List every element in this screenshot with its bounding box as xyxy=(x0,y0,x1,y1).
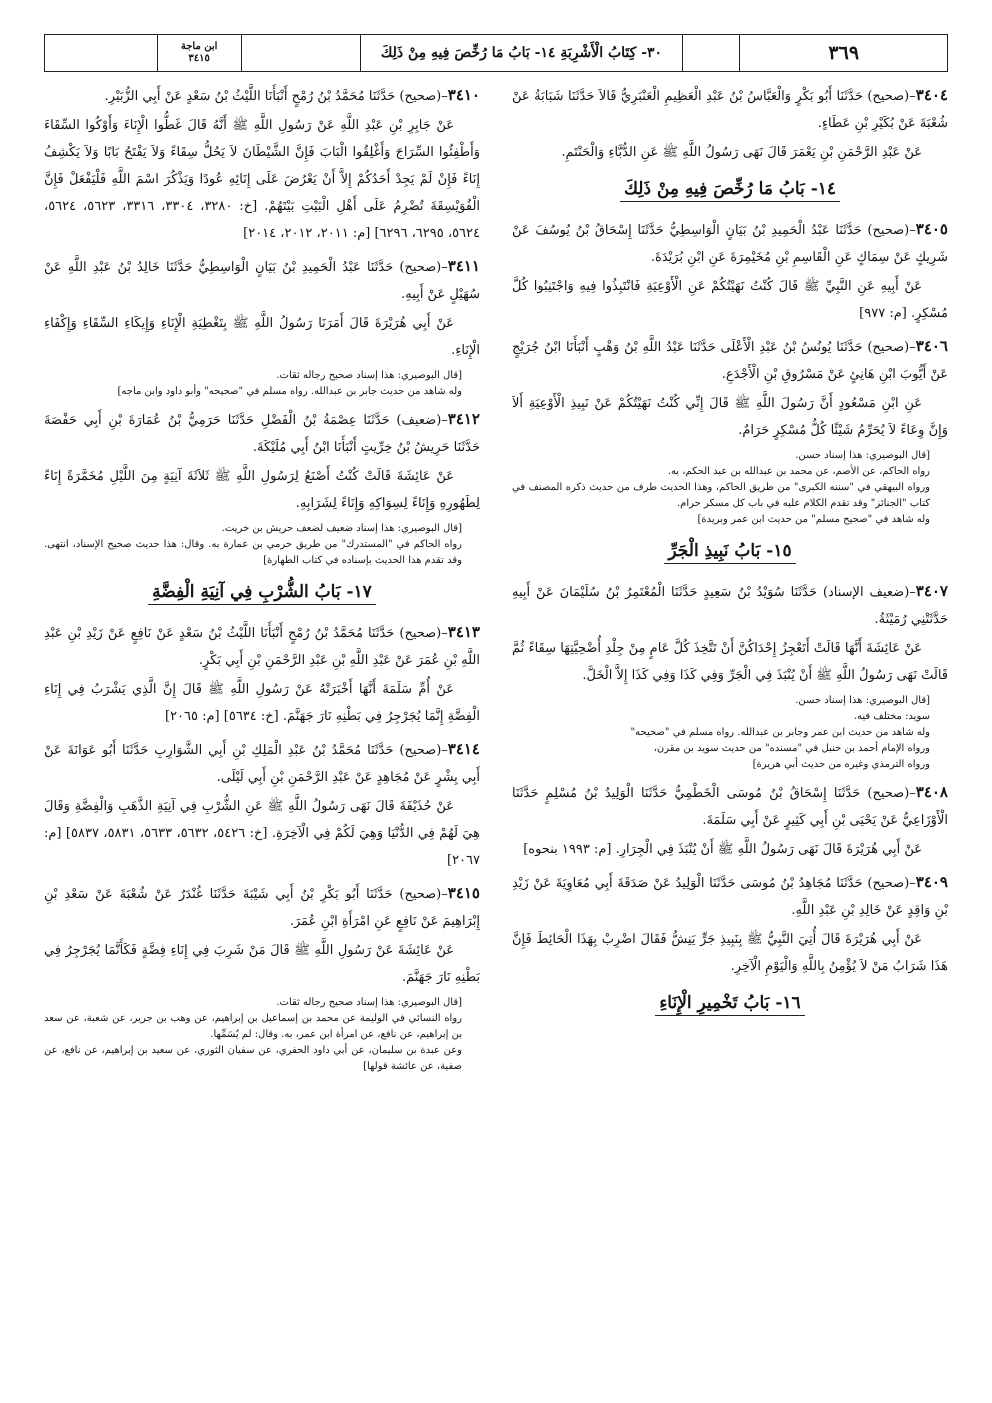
hadith-3412 xyxy=(44,406,480,569)
isnad-text: –(ضعيف الإسناد) حَدَّثَنَا سُوَيْدُ بْنُ سَعِيدٍ حَدَّثَنَا الْمُعْتَمِرُ بْنُ سُلَيْمَانَ عَنْ أَبِيهِ حَدَّثَتْنِي رُمَيْثَةُ. xyxy=(512,585,948,627)
footnote-line: رواه الحاكم في "المستدرك" من طريق حرمي بن عمارة به. وقال: هذا حديث صحيح الإسناد، انتهى. وقد تقدم هذا الحديث بإسناده في كتاب الطهارة] xyxy=(44,539,462,566)
hadith-isnad xyxy=(44,82,480,110)
isnad-text: –(ضعيف) حَدَّثَنَا عِصْمَةُ بْنُ الْفَضْلِ حَدَّثَنَا حَرَمِيُّ بْنُ عُمَارَةَ بْنِ أَبِي حَفْصَةَ حَدَّثَنَا حَرِيشُ بْنُ خِرِّيتٍ أَنْبَأَنَا ابْنُ أَبِي مُلَيْكَةَ. xyxy=(44,413,480,455)
hadith-3405 xyxy=(512,216,948,327)
hadith-3408 xyxy=(512,779,948,863)
hadith-matn: عَنْ عَبْدِ الرَّحْمَنِ بْنِ يَعْمَرَ قَالَ نَهَى رَسُولُ اللَّهِ ﷺ عَنِ الدُّبَّاءِ وَالْحَنْتَمِ. xyxy=(561,145,922,160)
footnote-line: [قال البوصيري: هذا إسناد صحيح رجاله ثقات. xyxy=(276,997,462,1008)
footnote-block xyxy=(44,368,480,400)
footnote-line: ورواه الإمام أحمد بن حنبل في "مسنده" من حديث سويد بن مقرن، xyxy=(653,743,930,754)
hadith-isnad xyxy=(512,779,948,834)
hadith-isnad xyxy=(44,253,480,308)
hadith-number: ٣٤١٥ xyxy=(447,884,480,902)
header-blank-cell xyxy=(45,35,157,71)
chapter-title: ١٦- بَابُ تَخْمِيرِ الْإِنَاءِ xyxy=(655,993,804,1016)
hadith-number: ٣٤١٤ xyxy=(447,740,480,758)
hadith-number: ٣٤٠٧ xyxy=(915,582,948,600)
hadith-3410 xyxy=(44,82,480,247)
hadith-isnad xyxy=(44,619,480,674)
chapter-heading xyxy=(512,538,948,564)
hadith-reference xyxy=(157,35,241,71)
hadith-matn: عَنْ أَبِيهِ عَنِ النَّبِيِّ ﷺ قَالَ كُنْتُ نَهَيْتُكُمْ عَنِ الْأَوْعِيَةِ فَانْتَبِذُوا فِيهِ وَاجْتَنِبُوا كُلَّ مُسْكِرٍ. [م: ٩٧٧] xyxy=(512,279,948,321)
footnote-line: سويد: مختلف فيه. xyxy=(853,711,930,722)
ref-label: ابن ماجة xyxy=(180,41,218,52)
chapter-title: ١٧- بَابُ الشُّرْبِ فِي آنِيَةِ الْفِضَّةِ xyxy=(148,582,376,605)
footnote-block xyxy=(44,995,480,1075)
isnad-text: –(صحيح) حَدَّثَنَا مُحَمَّدُ بْنُ رُمْحٍ أَنْبَأَنَا اللَّيْثُ بْنُ سَعْدٍ عَنْ نَافِعٍ عَنْ زَيْدِ بْنِ عَبْدِ اللَّهِ بْنِ عُمَرَ عَنْ عَبْدِ اللَّهِ بْنِ عَبْدِ الرَّحْمَنِ بْنِ أَبِي بَكْرٍ. xyxy=(44,626,480,668)
hadith-matn: عَنْ عَائِشَةَ أَنَّهَا قَالَتْ أَتَعْجِزُ إِحْدَاكُنَّ أَنْ تَتَّخِذَ كُلَّ عَامٍ مِنْ جِلْدِ أُضْحِيَّتِهَا سِقَاءً ثُمَّ قَالَتْ نَهَى رَسُولُ اللَّهِ ﷺ أَنْ يُنْبَذَ فِي الْجَرِّ وَفِي كَذَا وَفِي كَذَا إِلاَّ الْخَلَّ. xyxy=(512,641,948,683)
hadith-isnad xyxy=(512,82,948,137)
isnad-text: –(صحيح) حَدَّثَنَا مُجَاهِدُ بْنُ مُوسَى حَدَّثَنَا الْوَلِيدُ عَنْ صَدَقَةَ أَبِي مُعَاوِيَةَ عَنْ زَيْدِ بْنِ وَاقِدٍ عَنْ خَالِدِ بْنِ عَبْدِ اللَّهِ. xyxy=(512,876,948,918)
footnote-block xyxy=(512,448,948,528)
hadith-3406 xyxy=(512,333,948,528)
book-page xyxy=(44,34,948,1374)
isnad-text: –(صحيح) حَدَّثَنَا مُحَمَّدُ بْنُ عَبْدِ الْمَلِكِ بْنِ أَبِي الشَّوَارِبِ حَدَّثَنَا أَبُو عَوَانَةَ عَنْ أَبِي بِشْرٍ عَنْ مُجَاهِدٍ عَنْ عَبْدِ الرَّحْمَنِ بْنِ أَبِي لَيْلَى. xyxy=(44,743,480,785)
footnote-line: رواه النسائي في الوليمة عن محمد بن إسماعيل بن إبراهيم، عن وهب بن جرير، عن شعبة، عن سعد بن إبراهيم، عن نافع، عن امرأة ابن عمر، به. وقال: لم يُسَمِّها. xyxy=(44,1013,462,1040)
hadith-isnad xyxy=(44,406,480,461)
hadith-matn: عَنْ أَبِي هُرَيْرَةَ قَالَ نَهَى رَسُولُ اللَّهِ ﷺ أَنْ يُنْبَذَ فِي الْجِرَارِ. [م: ١٩٩٣ بنحوه] xyxy=(523,842,922,857)
footnote-line: وله شاهد من حديث جابر بن عبدالله. رواه مسلم في "صحيحه" وأبو داود وابن ماجه] xyxy=(117,386,462,397)
footnote-line: وله شاهد في "صحيح مسلم" من حديث ابن عمر وبريدة] xyxy=(697,514,930,525)
hadith-number: ٣٤٠٥ xyxy=(915,220,948,238)
hadith-matn: عَنْ عَائِشَةَ عَنْ رَسُولِ اللَّهِ ﷺ قَالَ مَنْ شَرِبَ فِي إِنَاءِ فِضَّةٍ فَكَأَنَّمَا يُجَرْجِرُ فِي بَطْنِهِ نَارَ جَهَنَّمَ. xyxy=(44,943,480,985)
running-title: ٣٠- كِتَابُ الْأَشْرِبَةِ ١٤- بَابُ مَا رُخِّصَ فِيهِ مِنْ ذَلِكَ xyxy=(360,35,681,71)
isnad-text: –(صحيح) حَدَّثَنَا أَبُو بَكْرٍ وَالْعَبَّاسُ بْنُ عَبْدِ الْعَظِيمِ الْعَنْبَرِيُّ قَالاَ حَدَّثَنَا شَبَابَةُ عَنْ شُعْبَةَ عَنْ بُكَيْرِ بْنِ عَطَاءٍ. xyxy=(512,89,948,131)
hadith-number: ٣٤١١ xyxy=(447,257,480,275)
footnote-block xyxy=(512,693,948,773)
hadith-isnad xyxy=(512,216,948,271)
hadith-matn: عَنْ جَابِرِ بْنِ عَبْدِ اللَّهِ عَنْ رَسُولِ اللَّهِ ﷺ أَنَّهُ قَالَ غَطُّوا الْإِنَاءَ وَأَوْكُوا السِّقَاءَ وَأَطْفِئُوا السِّرَاجَ وَأَغْلِقُوا الْبَابَ فَإِنَّ الشَّيْطَانَ لاَ يَحُلُّ سِقَاءً وَلاَ يَفْتَحُ بَابًا وَلاَ يَكْشِفُ إِنَاءً فَإِنْ لَمْ يَجِدْ أَحَدُكُمْ إِلاَّ أَنْ يَعْرُضَ عَلَى إِنَائِهِ عُودًا وَيَذْكُرَ اسْمَ اللَّهِ فَلْيَفْعَلْ فَإِنَّ الْفُوَيْسِقَةَ تُضْرِمُ عَلَى أَهْلِ الْبَيْتِ بَيْتَهُمْ. [خ: ٣٢٨٠، ٣٣٠٤، ٣٣١٦، ٥٦٢٣، ٥٦٢٤، ٥٦٢٤، ٦٢٩٥، ٦٢٩٦] [م: ٢٠١١، ٢٠١٢، ٢٠١٤] xyxy=(44,118,480,241)
isnad-text: –(صحيح) حَدَّثَنَا يُونُسُ بْنُ عَبْدِ الْأَعْلَى حَدَّثَنَا عَبْدُ اللَّهِ بْنُ وَهْبٍ أَنْبَأَنَا ابْنُ جُرَيْجٍ عَنْ أَيُّوبَ ابْنِ هَانِئٍ عَنْ مَسْرُوقِ بْنِ الْأَجْدَعِ. xyxy=(512,340,948,382)
hadith-isnad xyxy=(512,333,948,388)
chapter-heading xyxy=(512,176,948,202)
hadith-matn: عَنْ أُمِّ سَلَمَةَ أَنَّهَا أَخْبَرَتْهُ عَنْ رَسُولِ اللَّهِ ﷺ قَالَ إِنَّ الَّذِي يَشْرَبُ فِي إِنَاءِ الْفِضَّةِ إِنَّمَا يُجَرْجِرُ فِي بَطْنِهِ نَارَ جَهَنَّمَ. [خ: ٥٦٣٤] [م: ٢٠٦٥] xyxy=(44,682,480,724)
hadith-3415 xyxy=(44,880,480,1075)
header-blank-cell xyxy=(682,35,740,71)
hadith-matn: عَنْ أَبِي هُرَيْرَةَ قَالَ أُتِيَ النَّبِيُّ ﷺ بِنَبِيذِ جَرٍّ يَنِشُّ فَقَالَ اضْرِبْ بِهَذَا الْحَائِطَ فَإِنَّ هَذَا شَرَابُ مَنْ لاَ يُؤْمِنُ بِاللَّهِ وَالْيَوْمِ الْآخِرِ. xyxy=(512,932,948,974)
hadith-number: ٣٤٠٩ xyxy=(915,873,948,891)
hadith-isnad xyxy=(512,578,948,633)
footnote-line: وعن عبدة بن سليمان، عن أبي داود الحفري، عن سفيان الثوري، عن سعيد بن إبراهيم، عن نافع، عن صفية، عن عائشة قولها] xyxy=(44,1045,462,1072)
hadith-3414 xyxy=(44,736,480,874)
hadith-number: ٣٤٠٤ xyxy=(915,86,948,104)
chapter-heading xyxy=(512,990,948,1016)
hadith-isnad xyxy=(512,869,948,924)
footnote-line: ورواه البيهقي في "سننه الكبرى" من طريق الحاكم، وهذا الحديث طرف من حديث ذكره المصنف في كتاب "الجنائز" وقد تقدم الكلام عليه في باب كل مسكر حرام. xyxy=(512,482,930,509)
hadith-number: ٣٤١٠ xyxy=(447,86,480,104)
footnote-line: [قال البوصيري: هذا إسناد حسن. xyxy=(795,450,930,461)
header-blank-cell xyxy=(241,35,361,71)
page-number: ٣٦٩ xyxy=(739,35,947,71)
hadith-matn: عَنْ عَائِشَةَ قَالَتْ كُنْتُ أَصْنَعُ لِرَسُولِ اللَّهِ ﷺ ثَلاَثَةَ آنِيَةٍ مِنَ اللَّيْلِ مُخَمَّرَةً إِنَاءً لِطَهُورِهِ وَإِنَاءً لِسِوَاكِهِ وَإِنَاءً لِشَرَابِهِ. xyxy=(44,469,480,511)
left-column xyxy=(44,82,480,1372)
isnad-text: –(صحيح) حَدَّثَنَا عَبْدُ الْحَمِيدِ بْنُ بَيَانٍ الْوَاسِطِيُّ حَدَّثَنَا إِسْحَاقُ بْنُ يُوسُفَ عَنْ شَرِيكٍ عَنْ سِمَاكٍ عَنِ الْقَاسِمِ بْنِ مُخَيْمِرَةَ عَنِ ابْنِ بُرَيْدَةَ. xyxy=(512,223,948,265)
isnad-text: –(صحيح) حَدَّثَنَا مُحَمَّدُ بْنُ رُمْحٍ أَنْبَأَنَا اللَّيْثُ بْنُ سَعْدٍ عَنْ أَبِي الزُّبَيْرِ. xyxy=(104,89,448,104)
isnad-text: –(صحيح) حَدَّثَنَا إِسْحَاقُ بْنُ مُوسَى الْخَطْمِيُّ حَدَّثَنَا الْوَلِيدُ بْنُ مُسْلِمٍ حَدَّثَنَا الْأَوْزَاعِيُّ عَنْ يَحْيَى بْنِ أَبِي كَثِيرٍ عَنْ أَبِي سَلَمَةَ. xyxy=(512,786,948,828)
footnote-line: [قال البوصيري: هذا إسناد صحيح رجاله ثقات. xyxy=(276,370,462,381)
hadith-3411 xyxy=(44,253,480,400)
hadith-isnad xyxy=(44,736,480,791)
hadith-matn: عَنْ أَبِي هُرَيْرَةَ قَالَ أَمَرَنَا رَسُولُ اللَّهِ ﷺ بِتَغْطِيَةِ الْإِنَاءِ وَإِيكَاءِ السِّقَاءِ وَإِكْفَاءِ الْإِنَاءِ. xyxy=(44,316,480,358)
hadith-3409 xyxy=(512,869,948,980)
footnote-line: [قال البوصيري: هذا إسناد حسن. xyxy=(795,695,930,706)
hadith-number: ٣٤١٣ xyxy=(447,623,480,641)
hadith-matn: عَنْ حُذَيْفَةَ قَالَ نَهَى رَسُولُ اللَّهِ ﷺ عَنِ الشُّرْبِ فِي آنِيَةِ الذَّهَبِ وَالْفِضَّةِ وَقَالَ هِيَ لَهُمْ فِي الدُّنْيَا وَهِيَ لَكُمْ فِي الْآخِرَةِ. [خ: ٥٤٢٦، ٥٦٣٢، ٥٦٣٣، ٥٨٣١، ٥٨٣٧] [م: ٢٠٦٧] xyxy=(44,799,480,868)
right-column xyxy=(512,82,948,1372)
footnote-block xyxy=(44,521,480,569)
footnote-line: ورواه الترمذي وغيره من حديث أبي هريرة] xyxy=(752,759,930,770)
hadith-3407 xyxy=(512,578,948,773)
hadith-number: ٣٤١٢ xyxy=(447,410,480,428)
footnote-line: رواه الحاكم، عن الأصم، عن محمد بن عبدالله بن عبد الحكم، به. xyxy=(667,466,930,477)
hadith-number: ٣٤٠٨ xyxy=(915,783,948,801)
isnad-text: –(صحيح) حَدَّثَنَا أَبُو بَكْرِ بْنُ أَبِي شَيْبَةَ حَدَّثَنَا غُنْدَرٌ عَنْ شُعْبَةَ عَنْ سَعْدِ بْنِ إِبْرَاهِيمَ عَنْ نَافِعٍ عَنِ امْرَأَةِ ابْنِ عُمَرَ. xyxy=(44,887,480,929)
ref-number: ٣٤١٥ xyxy=(188,53,210,64)
hadith-3413 xyxy=(44,619,480,730)
chapter-heading xyxy=(44,579,480,605)
chapter-title: ١٥- بَابُ نَبِيذِ الْجَرِّ xyxy=(664,541,795,564)
hadith-3404 xyxy=(512,82,948,166)
footnote-line: [قال البوصيري: هذا إسناد ضعيف لضعف حريش بن خريت. xyxy=(221,523,462,534)
hadith-matn: عَنِ ابْنِ مَسْعُودٍ أَنَّ رَسُولَ اللَّهِ ﷺ قَالَ إِنِّي كُنْتُ نَهَيْتُكُمْ عَنْ نَبِيذِ الْأَوْعِيَةِ أَلاَ وَإِنَّ وِعَاءً لاَ يُحَرِّمُ شَيْئًا كُلُّ مُسْكِرٍ حَرَامٌ. xyxy=(512,396,948,438)
hadith-number: ٣٤٠٦ xyxy=(915,337,948,355)
footnote-line: وله شاهد من حديث ابن عمر وجابر بن عبدالله. رواه مسلم في "صحيحه" xyxy=(630,727,930,738)
isnad-text: –(صحيح) حَدَّثَنَا عَبْدُ الْحَمِيدِ بْنُ بَيَانٍ الْوَاسِطِيُّ حَدَّثَنَا خَالِدُ بْنُ عَبْدِ اللَّهِ عَنْ سُهَيْلٍ عَنْ أَبِيهِ. xyxy=(44,260,480,302)
chapter-title: ١٤- بَابُ مَا رُخِّصَ فِيهِ مِنْ ذَلِكَ xyxy=(620,179,840,202)
page-header xyxy=(44,34,948,72)
hadith-isnad xyxy=(44,880,480,935)
